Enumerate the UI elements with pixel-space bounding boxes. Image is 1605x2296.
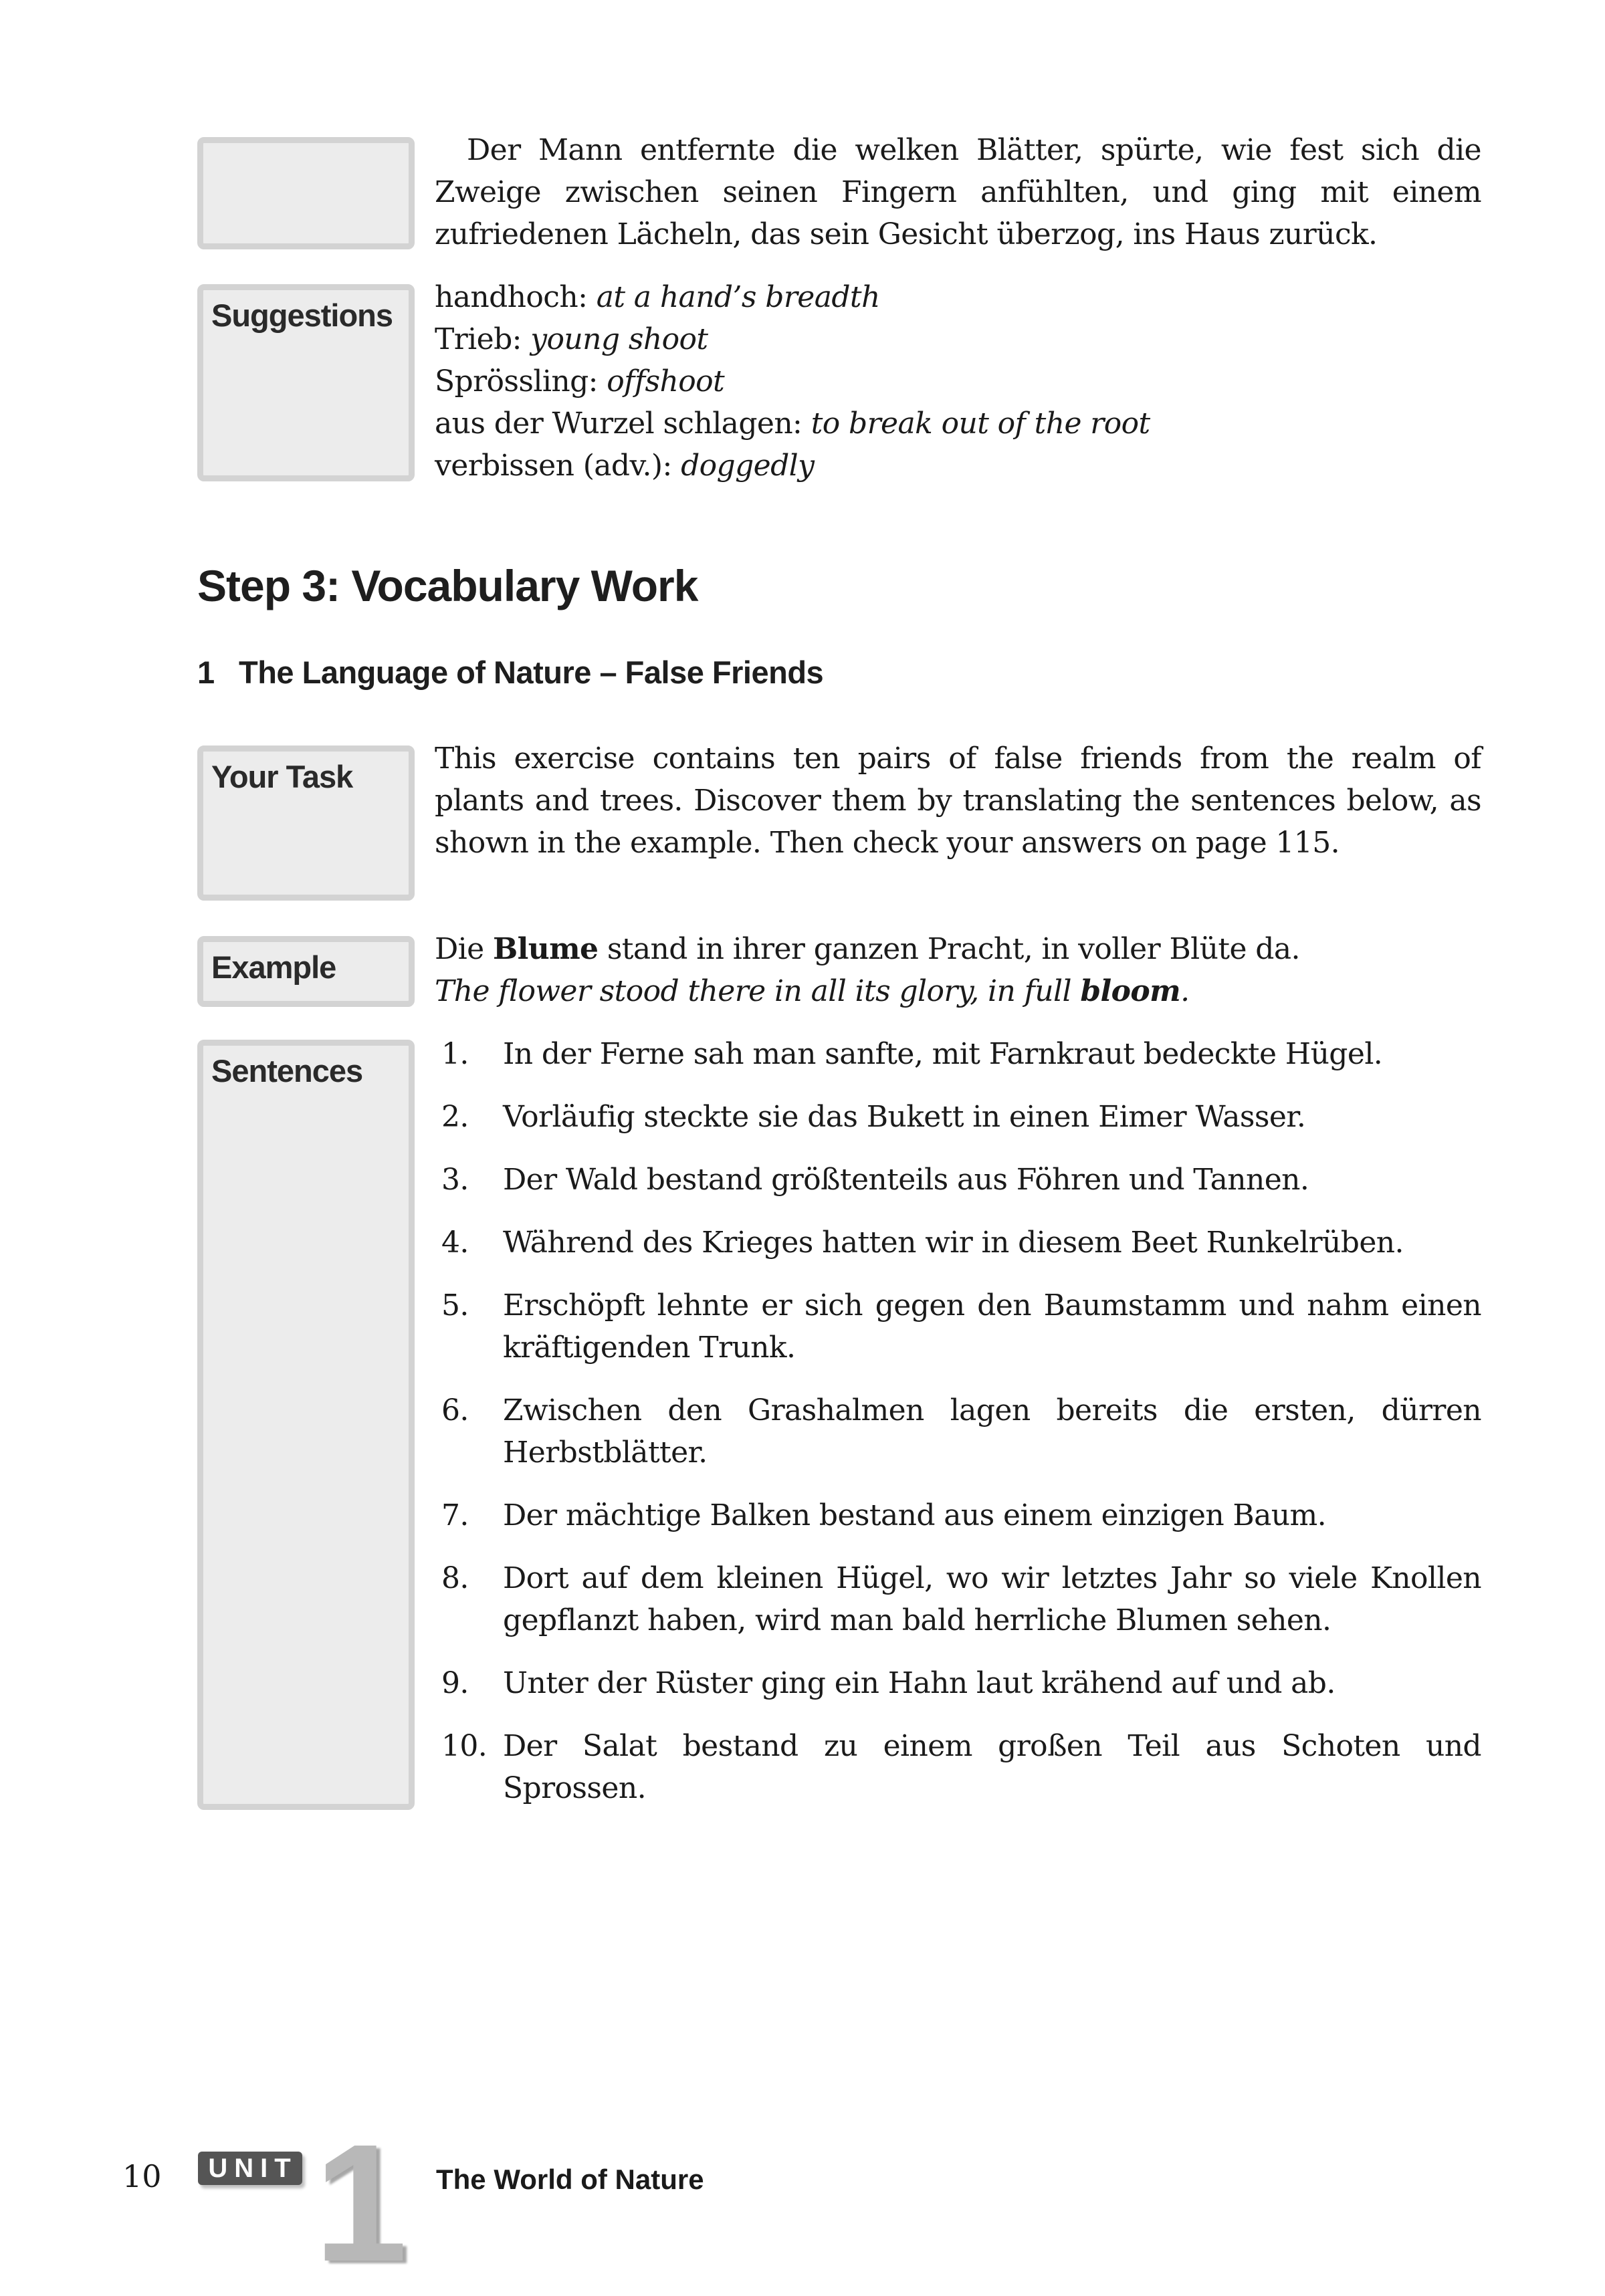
sentence-number: 3. bbox=[441, 1163, 469, 1197]
sentence-text: Der Wald bestand größtenteils aus Föhren und Tannen. bbox=[503, 1163, 1309, 1197]
example-english bbox=[435, 970, 1481, 1012]
suggestions-list bbox=[435, 276, 1481, 487]
sentence-item bbox=[441, 1159, 1481, 1201]
sentence-text: Unter der Rüster ging ein Hahn laut krähend auf und ab. bbox=[503, 1666, 1335, 1700]
sentence-text: Erschöpft lehnte er sich gegen den Baumstamm und nahm einen kräftigenden Trunk. bbox=[503, 1288, 1481, 1365]
unit-number: 1 bbox=[314, 2109, 408, 2296]
task-text: This exercise contains ten pairs of false friends from the realm of plants and trees. Discover them by translating the sentences below, as shown in the example. Then check your answers on page 115. bbox=[435, 741, 1481, 860]
task-label: Your Task bbox=[211, 759, 353, 794]
example-german-keyword: Blume bbox=[492, 932, 599, 966]
passage-text: Der Mann entfernte die welken Blätter, spürte, wie fest sich die Zweige zwischen seinen Fingern anfühlten, und ging mit einem zufriedenen Lächeln, das sein Gesicht überzog, ins Haus zurück. bbox=[435, 133, 1481, 251]
sentence-number: 1. bbox=[441, 1037, 469, 1071]
vocab-meaning: young shoot bbox=[530, 322, 708, 356]
vocab-item bbox=[435, 360, 1481, 403]
sentence-text: In der Ferne sah man sanfte, mit Farnkraut bedeckte Hügel. bbox=[503, 1037, 1383, 1071]
unit-badge: UNIT bbox=[198, 2152, 302, 2185]
example-english-text: . bbox=[1180, 974, 1190, 1008]
example-german-text: Die bbox=[435, 932, 493, 966]
example-english-text: The flower stood there in all its glory, in full bbox=[435, 974, 1081, 1008]
sentence-number: 2. bbox=[441, 1100, 469, 1134]
sentence-number: 5. bbox=[441, 1288, 469, 1323]
vocab-meaning: at a hand’s breadth bbox=[596, 280, 880, 314]
example-english-keyword: bloom bbox=[1080, 974, 1181, 1008]
example-label-box bbox=[197, 936, 415, 1007]
sentence-item bbox=[441, 1222, 1481, 1264]
vocab-term: verbissen (adv.): bbox=[435, 449, 681, 483]
sentences-list-container bbox=[441, 1033, 1481, 1830]
sentence-item bbox=[441, 1096, 1481, 1138]
vocab-item bbox=[435, 445, 1481, 487]
vocab-item bbox=[435, 318, 1481, 360]
example-german-text: stand in ihrer ganzen Pracht, in voller Blüte da. bbox=[598, 932, 1300, 966]
suggestions-label: Suggestions bbox=[211, 298, 393, 333]
sentence-text: Dort auf dem kleinen Hügel, wo wir letztes Jahr so viele Knollen gepflanzt haben, wird man bald herrliche Blumen sehen. bbox=[503, 1561, 1481, 1637]
sentence-number: 7. bbox=[441, 1498, 469, 1532]
section-title: Step 3: Vocabulary Work bbox=[197, 561, 698, 610]
vocab-item bbox=[435, 276, 1481, 318]
vocab-term: handhoch: bbox=[435, 280, 597, 314]
vocab-term: aus der Wurzel schlagen: bbox=[435, 407, 811, 441]
sentence-text: Der mächtige Balken bestand aus einem einzigen Baum. bbox=[503, 1498, 1327, 1532]
sentence-item bbox=[441, 1662, 1481, 1704]
example-label: Example bbox=[211, 949, 336, 985]
suggestions-label-box bbox=[197, 284, 415, 481]
sentence-number: 4. bbox=[441, 1226, 469, 1260]
example-text bbox=[435, 928, 1481, 1012]
sentence-text: Vorläufig steckte sie das Bukett in einen Eimer Wasser. bbox=[503, 1100, 1306, 1134]
exercise-number: 1 bbox=[197, 655, 215, 690]
vocab-term: Sprössling: bbox=[435, 364, 607, 398]
sentences-list bbox=[441, 1033, 1481, 1809]
sentence-text: Zwischen den Grashalmen lagen bereits die ersten, dürren Herbstblätter. bbox=[503, 1393, 1481, 1470]
sentence-number: 8. bbox=[441, 1561, 469, 1595]
sentences-label: Sentences bbox=[211, 1053, 363, 1088]
vocab-term: Trieb: bbox=[435, 322, 531, 356]
sentence-item bbox=[441, 1494, 1481, 1536]
sentence-number: 10. bbox=[441, 1729, 488, 1763]
vocab-meaning: doggedly bbox=[681, 449, 815, 483]
exercise-title-text: The Language of Nature – False Friends bbox=[239, 655, 824, 690]
exercise-title bbox=[197, 654, 823, 691]
example-german bbox=[435, 928, 1481, 970]
sentences-label-box bbox=[197, 1040, 415, 1810]
page-number: 10 bbox=[122, 2158, 162, 2194]
sentence-item bbox=[441, 1284, 1481, 1369]
sentence-number: 9. bbox=[441, 1666, 469, 1700]
sentence-item bbox=[441, 1389, 1481, 1474]
sentence-item bbox=[441, 1725, 1481, 1809]
sentence-item bbox=[441, 1033, 1481, 1075]
sentence-item bbox=[441, 1557, 1481, 1641]
vocab-item bbox=[435, 403, 1481, 445]
vocab-meaning: to break out of the root bbox=[811, 407, 1150, 441]
vocab-meaning: offshoot bbox=[607, 364, 725, 398]
sentence-number: 6. bbox=[441, 1393, 469, 1427]
task-label-box bbox=[197, 745, 415, 901]
sentence-text: Der Salat bestand zu einem großen Teil aus Schoten und Sprossen. bbox=[503, 1729, 1481, 1805]
unit-title: The World of Nature bbox=[436, 2164, 704, 2195]
passage-label-box bbox=[197, 137, 415, 249]
sentence-text: Während des Krieges hatten wir in diesem Beet Runkelrüben. bbox=[503, 1226, 1404, 1260]
